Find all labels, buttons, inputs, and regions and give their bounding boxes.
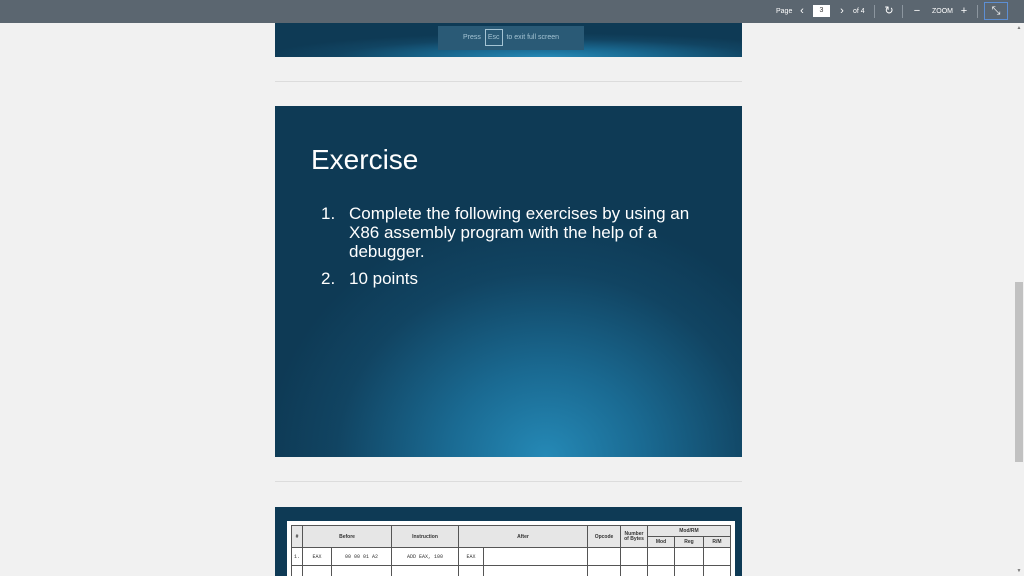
slide-1: [275, 23, 742, 57]
page-divider: [275, 81, 742, 82]
separator: [902, 5, 903, 18]
exercise-table-sheet: [287, 521, 735, 576]
hint-press: Press: [462, 34, 481, 41]
exercise-table: [291, 525, 731, 576]
slide-2: [275, 106, 742, 457]
scrollbar-thumb[interactable]: [1015, 282, 1023, 462]
page-label: Page: [776, 8, 793, 15]
next-page-button[interactable]: ›: [840, 5, 844, 17]
row-after-value: [484, 548, 588, 566]
table-row: [292, 566, 731, 576]
col-modrm: Mod/RM: [648, 526, 731, 537]
row-rm: [704, 548, 731, 566]
page-count: of 4: [853, 8, 865, 15]
esc-key: Esc: [485, 29, 503, 46]
list-number: 2.: [321, 269, 336, 288]
scroll-down-icon[interactable]: ▼: [1016, 568, 1022, 574]
col-instruction: Instruction: [392, 526, 459, 548]
prev-page-button[interactable]: ‹: [800, 5, 804, 17]
col-rm: R/M: [704, 537, 731, 548]
row-instruction: ADD EAX, 100: [392, 548, 459, 566]
slide-3: [275, 507, 742, 576]
row-opcode: [588, 548, 621, 566]
viewer-toolbar: [0, 0, 1024, 23]
exit-fullscreen-button[interactable]: [984, 2, 1008, 20]
row-before-reg: EAX: [303, 548, 332, 566]
row-mod: [648, 548, 675, 566]
col-after: After: [459, 526, 588, 548]
separator: [874, 5, 875, 18]
col-before: Before: [303, 526, 392, 548]
list-text: Complete the following exercises by using an X86 assembly program with the help of a debugger.: [349, 204, 690, 261]
row-nbytes: [621, 548, 648, 566]
col-opcode: Opcode: [588, 526, 621, 548]
zoom-in-button[interactable]: +: [960, 5, 968, 17]
zoom-out-button[interactable]: −: [913, 5, 921, 17]
scroll-up-icon[interactable]: ▲: [1016, 25, 1022, 31]
fullscreen-hint: [438, 26, 584, 50]
col-nbytes: Number of Bytes: [621, 526, 648, 548]
table-row: [292, 548, 731, 566]
row-num: 1.: [292, 548, 303, 566]
row-reg: [675, 548, 704, 566]
hint-exit: to exit full screen: [506, 34, 559, 41]
slide-title: Exercise: [311, 144, 419, 175]
col-num: #: [292, 526, 303, 548]
zoom-label: ZOOM: [932, 8, 953, 15]
refresh-icon[interactable]: ↻: [884, 5, 894, 17]
exercise-list: [321, 204, 721, 296]
row-before-value: 00 00 01 A2: [332, 548, 392, 566]
col-reg: Reg: [675, 537, 704, 548]
separator: [977, 5, 978, 18]
list-number: 1.: [321, 204, 336, 223]
row-after-reg: EAX: [459, 548, 484, 566]
list-text: 10 points: [349, 269, 418, 288]
list-item: [321, 269, 721, 288]
page-number-input[interactable]: [813, 5, 830, 17]
col-mod: Mod: [648, 537, 675, 548]
list-item: [321, 204, 721, 261]
page-divider: [275, 481, 742, 482]
exit-fullscreen-icon: ⤡: [991, 5, 1001, 17]
